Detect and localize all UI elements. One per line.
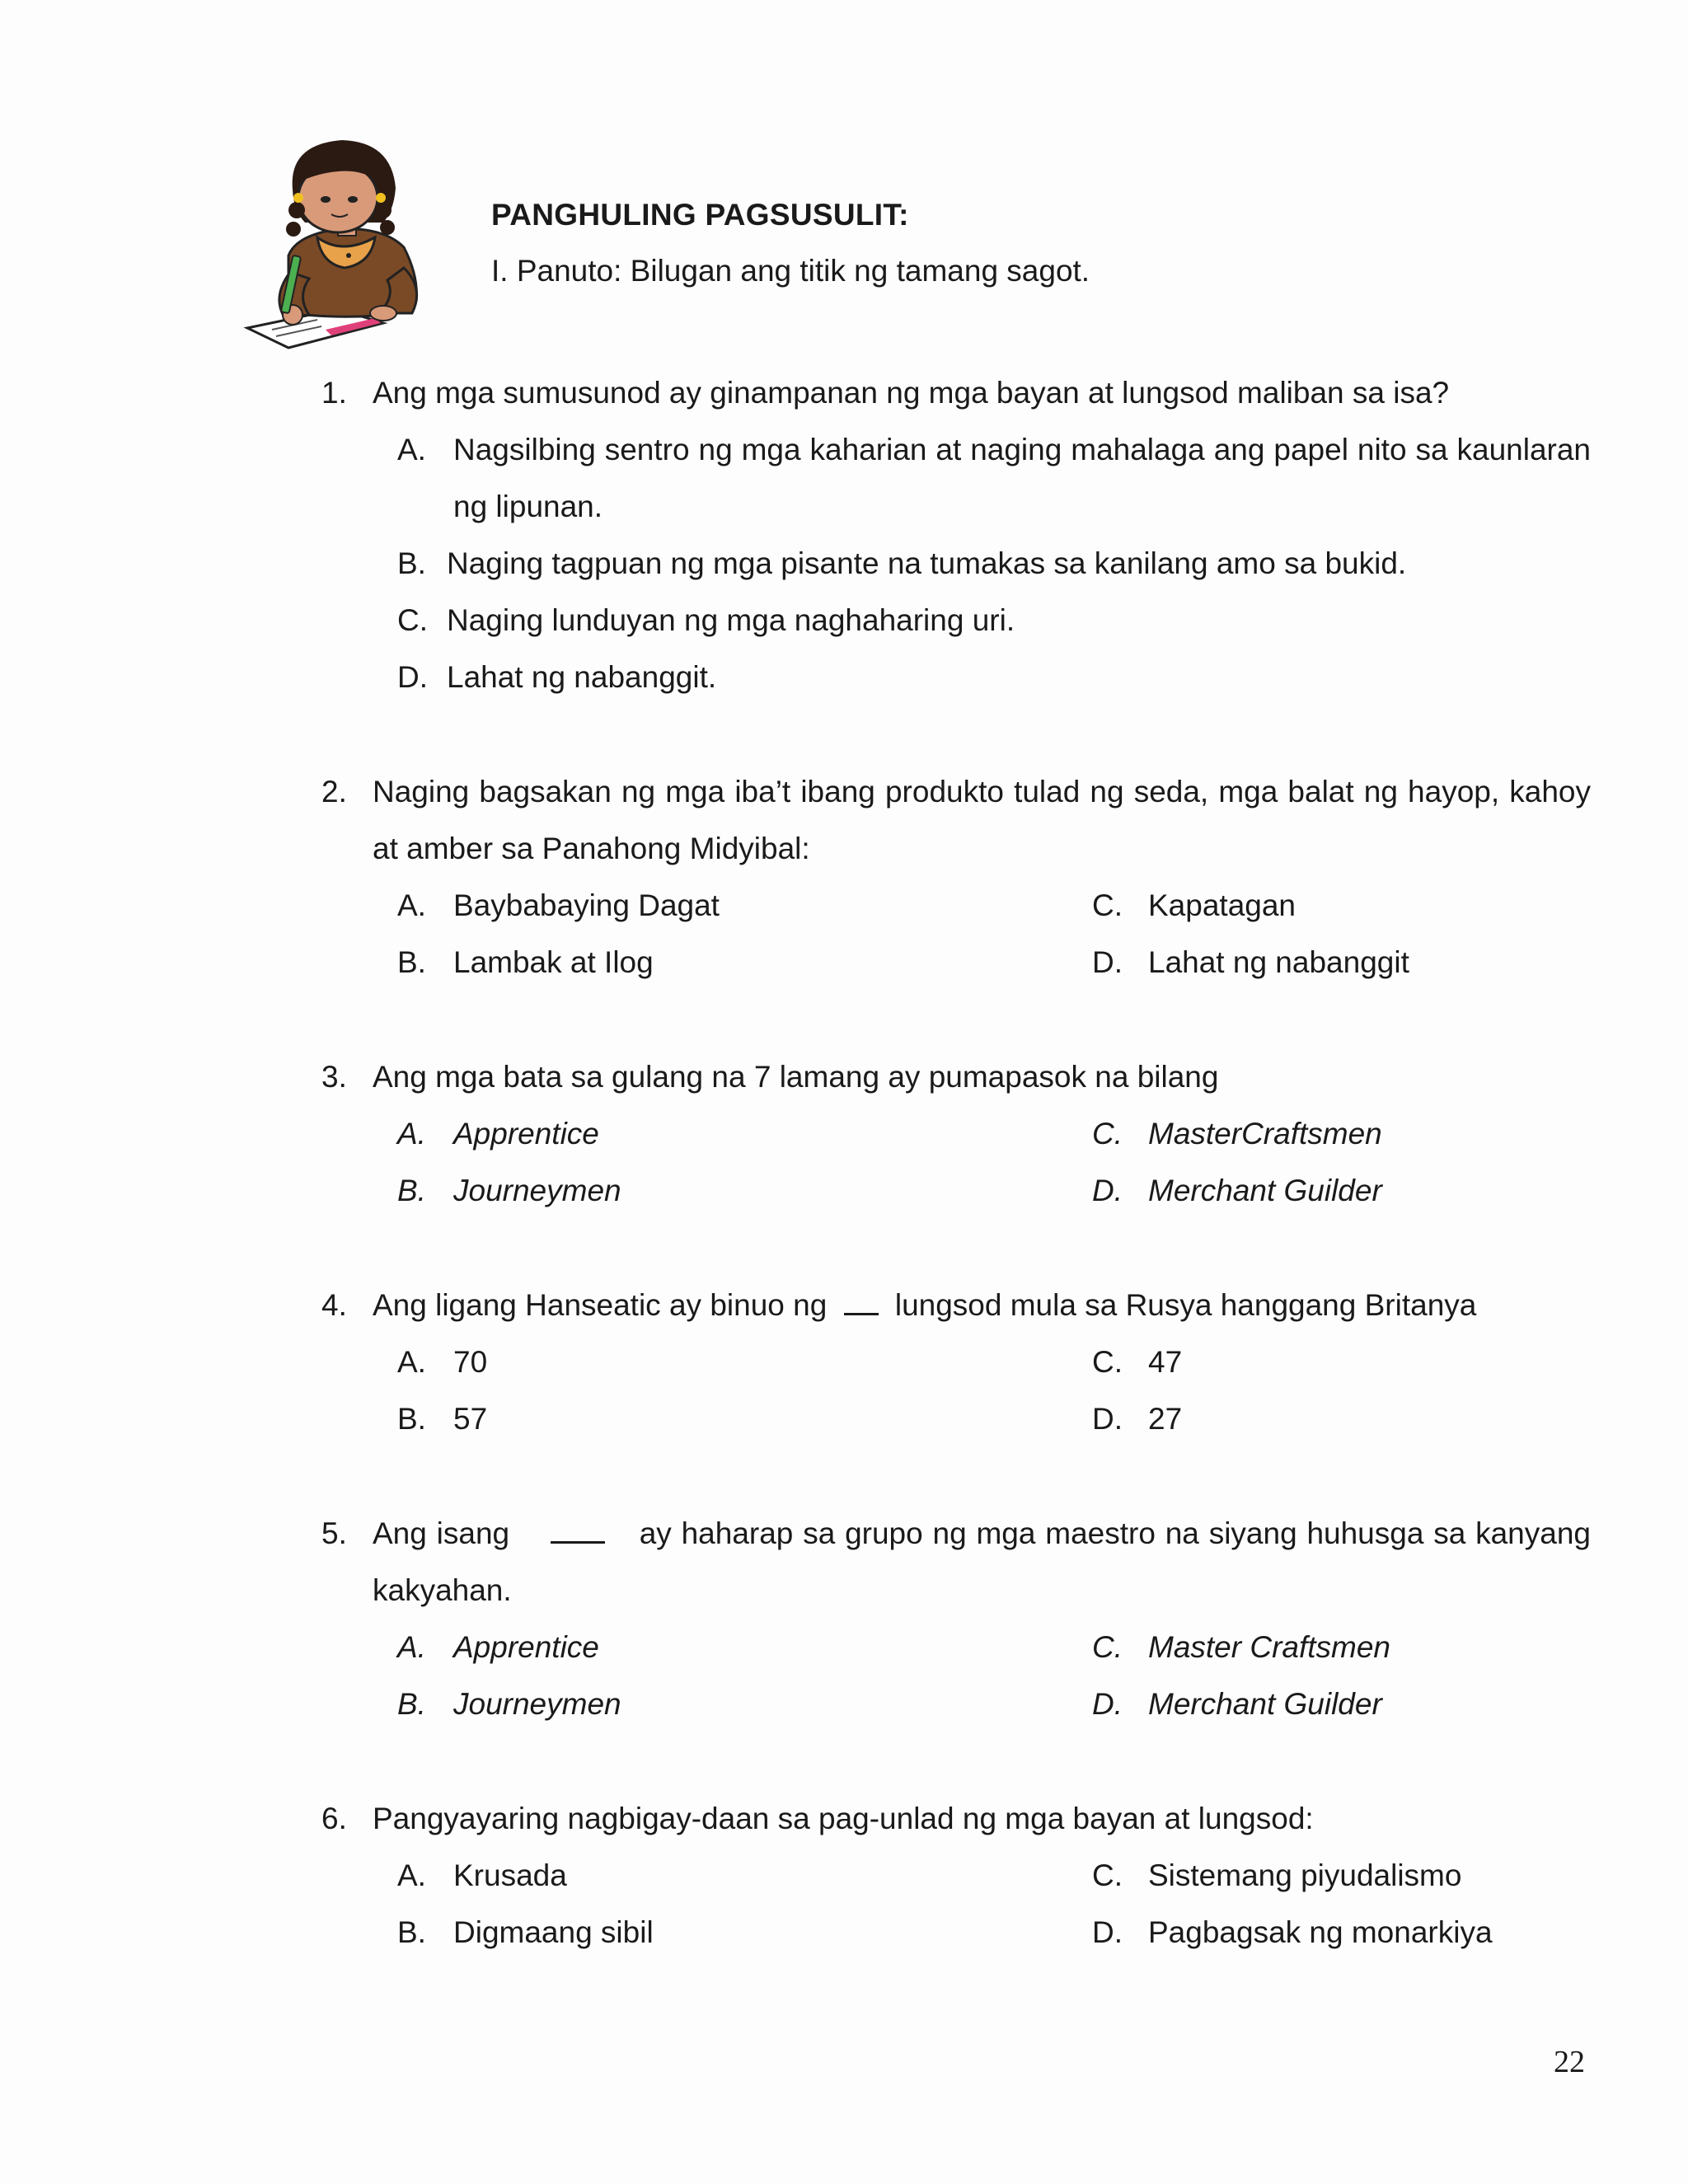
option-letter: D.: [1092, 1402, 1123, 1436]
page-number: 22: [1554, 2045, 1585, 2079]
option-text: Merchant Guilder: [1148, 1687, 1382, 1721]
question-text-before: Ang ligang Hanseatic ay binuo ng: [373, 1288, 828, 1322]
option-d[interactable]: [1092, 934, 1591, 991]
question-text: Naging bagsakan ng mga iba’t ibang produkto tulad ng seda, mga balat ng hayop, kahoy at amber sa Panahong Midyibal:: [373, 775, 1591, 865]
option-text: Lahat ng nabanggit: [1148, 945, 1409, 979]
question-5: [321, 1505, 1591, 1732]
option-b[interactable]: [397, 1675, 1092, 1732]
question-number: 3.: [321, 1060, 347, 1094]
option-text: Sistemang piyudalismo: [1148, 1858, 1462, 1892]
option-c[interactable]: [1092, 1333, 1591, 1390]
girl-writing-illustration: [239, 132, 453, 354]
option-letter: D.: [1092, 1915, 1123, 1949]
option-text: Krusada: [453, 1858, 567, 1892]
option-letter: C.: [1092, 1858, 1123, 1892]
option-c[interactable]: [1092, 1105, 1591, 1162]
answer-blank[interactable]: [844, 1288, 879, 1315]
option-c[interactable]: [1092, 1619, 1591, 1675]
option-letter: A.: [397, 1630, 426, 1664]
option-text: Journeymen: [453, 1174, 621, 1207]
option-text: Apprentice: [453, 1630, 599, 1664]
option-b[interactable]: [397, 535, 1591, 592]
question-number: 1.: [321, 376, 347, 410]
option-text: Lahat ng nabanggit.: [447, 660, 717, 694]
option-text: Journeymen: [453, 1687, 621, 1721]
option-text: MasterCraftsmen: [1148, 1117, 1382, 1151]
option-c[interactable]: [397, 592, 1591, 649]
option-d[interactable]: [1092, 1162, 1591, 1219]
page-title: PANGHULING PAGSUSULIT:: [491, 198, 909, 232]
option-d[interactable]: [1092, 1675, 1591, 1732]
option-text: Lambak at Ilog: [453, 945, 654, 979]
option-letter: D.: [1092, 1687, 1123, 1721]
question-number: 2.: [321, 775, 347, 808]
question-1: [321, 364, 1591, 705]
question-text: Pangyayaring nagbigay-daan sa pag-unlad ng mga bayan at lungsod:: [373, 1802, 1314, 1835]
answer-blank[interactable]: [551, 1516, 605, 1544]
option-letter: C.: [1092, 888, 1123, 922]
question-text: [373, 1277, 1591, 1333]
option-letter: A.: [397, 433, 426, 466]
question-6: [321, 1790, 1591, 1961]
option-text: Naging tagpuan ng mga pisante na tumakas sa kanilang amo sa bukid.: [447, 546, 1407, 580]
option-letter: D.: [397, 660, 428, 694]
option-letter: B.: [397, 1402, 426, 1436]
option-letter: B.: [397, 945, 426, 979]
question-2: [321, 763, 1591, 991]
question-list: [321, 364, 1591, 2018]
question-text-after: lungsod mula sa Rusya hanggang Britanya: [894, 1288, 1477, 1322]
option-letter: C.: [1092, 1117, 1123, 1151]
option-text: Apprentice: [453, 1117, 599, 1151]
option-letter: A.: [397, 1117, 426, 1151]
option-d[interactable]: [397, 649, 1591, 705]
option-b[interactable]: [397, 1390, 1092, 1447]
option-d[interactable]: [1092, 1904, 1591, 1961]
option-letter: B.: [397, 1687, 426, 1721]
option-letter: A.: [397, 888, 426, 922]
option-text: Merchant Guilder: [1148, 1174, 1382, 1207]
option-a[interactable]: [397, 1333, 1092, 1390]
option-letter: D.: [1092, 945, 1123, 979]
option-text: Pagbagsak ng monarkiya: [1148, 1915, 1493, 1949]
option-letter: B.: [397, 546, 426, 580]
option-text: Nagsilbing sentro ng mga kaharian at naging mahalaga ang papel nito sa kaunlaran ng lipunan.: [453, 433, 1591, 523]
question-number: 4.: [321, 1288, 347, 1322]
option-text: 47: [1148, 1345, 1183, 1379]
question-number: 6.: [321, 1802, 347, 1835]
question-number: 5.: [321, 1516, 347, 1550]
option-text: Master Craftsmen: [1148, 1630, 1391, 1664]
option-letter: C.: [1092, 1345, 1123, 1379]
option-d[interactable]: [1092, 1390, 1591, 1447]
option-letter: A.: [397, 1858, 426, 1892]
option-c[interactable]: [1092, 1847, 1591, 1904]
option-letter: A.: [397, 1345, 426, 1379]
question-text: [373, 1505, 1591, 1619]
option-b[interactable]: [397, 1162, 1092, 1219]
option-text: 70: [453, 1345, 488, 1379]
option-a[interactable]: [397, 1619, 1092, 1675]
option-b[interactable]: [397, 934, 1092, 991]
question-4: [321, 1277, 1591, 1447]
option-letter: C.: [1092, 1630, 1123, 1664]
question-text: Ang mga sumusunod ay ginampanan ng mga bayan at lungsod maliban sa isa?: [373, 376, 1450, 410]
question-text-after: ay haharap sa grupo ng mga maestro na siyang huhusga sa kanyang kakyahan.: [373, 1516, 1591, 1607]
option-text: Kapatagan: [1148, 888, 1296, 922]
option-a[interactable]: [397, 1847, 1092, 1904]
option-letter: B.: [397, 1174, 426, 1207]
question-3: [321, 1048, 1591, 1219]
option-text: Naging lunduyan ng mga naghaharing uri.: [447, 603, 1015, 637]
option-text: 57: [453, 1402, 488, 1436]
option-b[interactable]: [397, 1904, 1092, 1961]
option-c[interactable]: [1092, 877, 1591, 934]
option-text: 27: [1148, 1402, 1183, 1436]
option-a[interactable]: [397, 1105, 1092, 1162]
instruction-text: I. Panuto: Bilugan ang titik ng tamang sagot.: [491, 254, 1090, 288]
option-letter: B.: [397, 1915, 426, 1949]
option-text: Baybabaying Dagat: [453, 888, 720, 922]
question-text-before: Ang isang: [373, 1516, 510, 1550]
option-text: Digmaang sibil: [453, 1915, 654, 1949]
option-letter: C.: [397, 603, 428, 637]
option-letter: D.: [1092, 1174, 1123, 1207]
option-a[interactable]: [397, 421, 1591, 535]
question-text: Ang mga bata sa gulang na 7 lamang ay pumapasok na bilang: [373, 1060, 1219, 1094]
option-a[interactable]: [397, 877, 1092, 934]
